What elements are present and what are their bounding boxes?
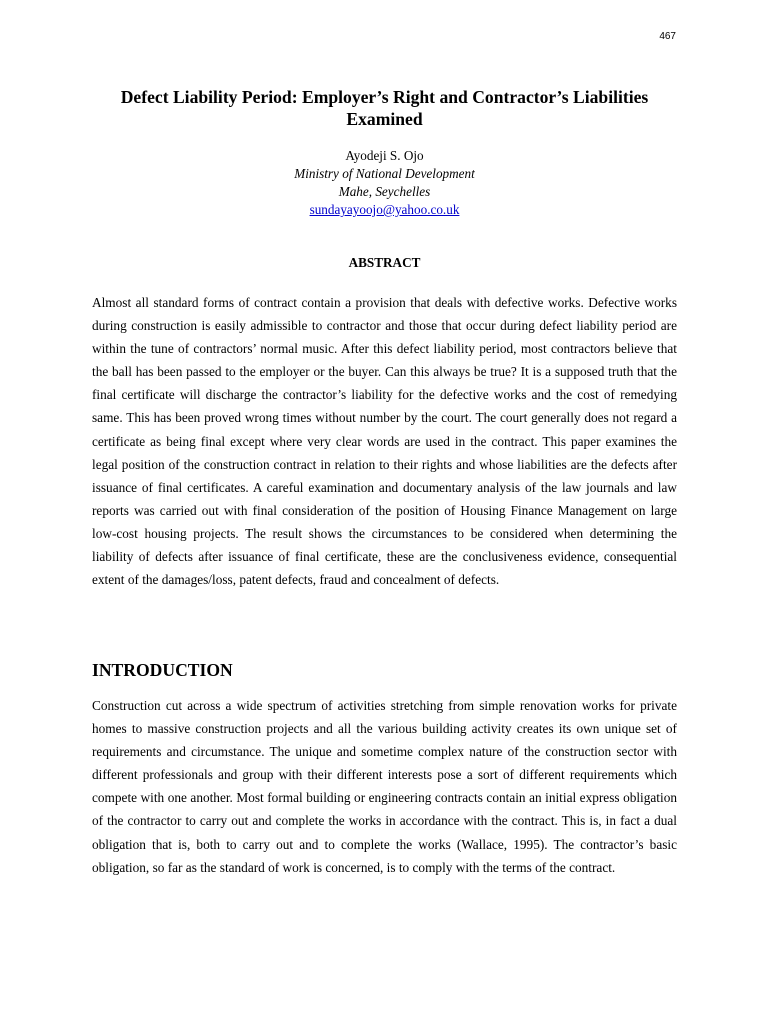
author-affiliation-line-2: Mahe, Seychelles: [338, 184, 431, 199]
abstract-heading: ABSTRACT: [348, 255, 421, 270]
author-affiliation-line-1: Ministry of National Development: [294, 166, 475, 181]
introduction-body: Construction cut across a wide spectrum of activities stretching from simple renovation works for private homes to massive construction projects and all the various building activity creates its own unique set of requirements and circumstance. The unique and sometime complex nature of the construction sector with different professionals and group with their different interests pose a sort of different requirements which compete with one another. Most formal building or engineering contracts contain an initial express obligation of the contractor to carry out and complete the works in accordance with the contract. This is, in fact a dual obligation that is, both to carry out and to complete the works (Wallace, 1995). The contractor’s basic obligation, so far as the standard of work is concerned, is to comply with the terms of the contract.: [92, 698, 677, 875]
abstract-body: Almost all standard forms of contract contain a provision that deals with defective works. Defective works during construction is easily admissible to contractor and those that occur during defect liability period are within the tune of contractors’ normal music. After this defect liability period, most contractors believe that the ball has been passed to the employer or the buyer. Can this always be true? It is a supposed truth that the final certificate will discharge the contractor’s liability for the defective works and the cost of remedying same. This has been proved wrong times without number by the court. The court generally does not regard a certificate as being final except where very clear words are used in the contract. This paper examines the legal position of the construction contract in relation to their rights and whose liabilities are the defects after issuance of final certificates. A careful examination and documentary analysis of the law journals and law reports was carried out with final consideration of the position of Housing Finance Management on large low-cost housing projects. The result shows the circumstances to be considered when determining the liability of defects after issuance of final certificate, these are the conclusiveness evidence, consequential extent of the damages/loss, patent defects, fraud and concealment of defects.: [92, 295, 677, 588]
author-name: Ayodeji S. Ojo: [345, 148, 424, 163]
introduction-heading: INTRODUCTION: [92, 660, 233, 680]
author-email-link[interactable]: sundayayoojo@yahoo.co.uk: [309, 202, 460, 217]
paper-title: Defect Liability Period: Employer’s Right and Contractor’s Liabilities Examined: [120, 87, 649, 129]
author-block: [92, 147, 677, 219]
page-number: 467: [659, 31, 676, 42]
